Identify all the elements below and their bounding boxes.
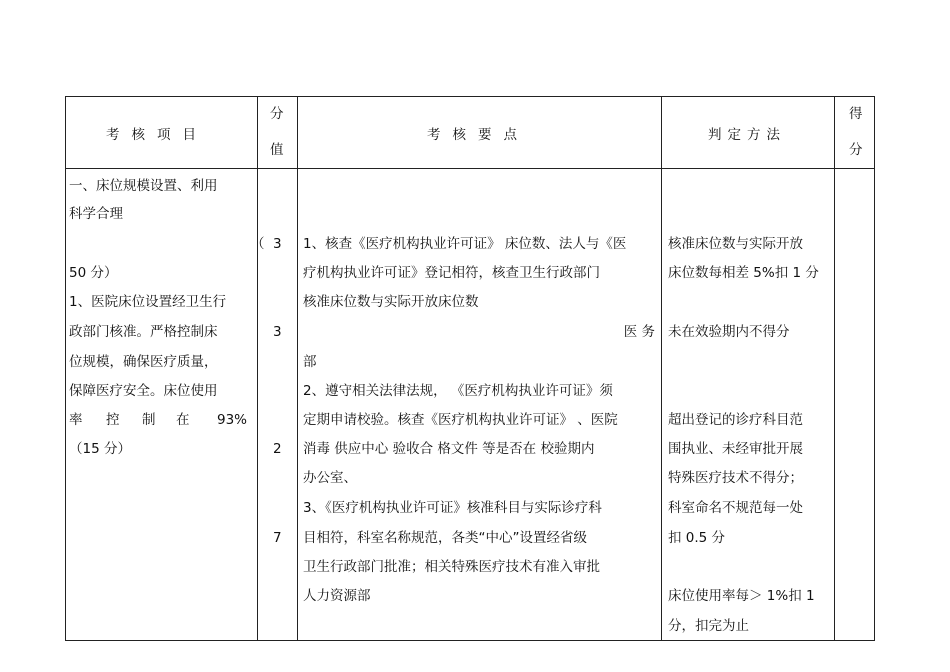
points-1e: 部	[303, 354, 317, 370]
points-3d: 人力资源部	[303, 588, 371, 604]
method-3b: 围执业、未经审批开展	[668, 441, 803, 457]
item-line-10: （15 分）	[69, 441, 131, 457]
points-1d: 医 务	[623, 324, 655, 340]
points-3a: 3、《医疗机构执业许可证》核准科目与实际诊疗科	[303, 500, 602, 516]
method-4b: 分，扣完为止	[668, 618, 749, 634]
points-3c: 卫生行政部门批准；相关特殊医疗技术有准入审批	[303, 559, 600, 575]
points-2b: 定期申请校验。核查《医疗机构执业许可证》 、医院	[303, 412, 618, 428]
table-right-border	[874, 96, 875, 641]
points-1a: 1、核查《医疗机构执业许可证》 床位数、法人与《医	[303, 236, 627, 252]
table-top-border	[65, 96, 875, 97]
method-1a: 核准床位数与实际开放	[668, 236, 803, 252]
method-3a: 超出登记的诊疗科目范	[668, 412, 803, 428]
header-item: 考核项目	[106, 127, 208, 143]
table-left-border	[65, 96, 66, 641]
item-line-5: 1、医院床位设置经卫生行	[69, 294, 227, 310]
item-line-9e: 93%	[217, 412, 248, 428]
header-points: 考核要点	[427, 127, 529, 143]
column-divider-3	[661, 96, 662, 641]
item-line-8: 保障医疗安全。床位使用	[69, 383, 218, 399]
item-line-1: 一、床位规模设置、利用	[69, 178, 218, 194]
item-line-9d: 在	[176, 412, 190, 428]
score-value-1: 3	[273, 236, 282, 252]
method-1b: 床位数每相差 5%扣 1 分	[668, 265, 819, 281]
table-bottom-border	[65, 640, 875, 641]
method-3e: 扣 0.5 分	[668, 530, 726, 546]
method-3d: 科室命名不规范每一处	[668, 500, 803, 516]
method-2: 未在效验期内不得分	[668, 324, 790, 340]
header-got-top: 得	[849, 106, 863, 122]
header-score-top: 分	[270, 106, 284, 122]
item-line-6: 政部门核准。严格控制床	[69, 324, 218, 340]
points-1c: 核准床位数与实际开放床位数	[303, 294, 479, 310]
column-divider-1	[257, 96, 258, 641]
points-2a: 2、遵守相关法律法规， 《医疗机构执业许可证》须	[303, 383, 613, 399]
item-line-9b: 控	[106, 412, 120, 428]
points-2c: 消毒 供应中心 验收合 格文件 等是否在 校验期内	[303, 441, 595, 457]
column-divider-2	[297, 96, 298, 641]
header-method: 判定方法	[708, 127, 786, 143]
header-got-bottom: 分	[849, 142, 863, 158]
header-divider	[65, 168, 875, 169]
header-score-bottom: 值	[270, 142, 284, 158]
points-2d: 办公室、	[303, 470, 357, 486]
method-3c: 特殊医疗技术不得分；	[668, 470, 803, 486]
item-line-9a: 率	[69, 412, 83, 428]
item-line-2: 科学合理	[69, 206, 123, 222]
points-1b: 疗机构执业许可证》登记相符，核查卫生行政部门	[303, 265, 600, 281]
score-value-2: 3	[273, 324, 282, 340]
points-3b: 目相符，科室名称规范，各类“中心”设置经省级	[303, 530, 587, 546]
column-divider-4	[834, 96, 835, 641]
item-line-4: 50 分）	[69, 265, 118, 281]
score-value-4: 7	[273, 530, 282, 546]
item-line-3: （	[251, 236, 265, 252]
item-line-7: 位规模，确保医疗质量，	[69, 354, 218, 370]
item-line-9c: 制	[142, 412, 156, 428]
method-4a: 床位使用率每＞ 1%扣 1	[668, 588, 815, 604]
score-value-3: 2	[273, 441, 282, 457]
